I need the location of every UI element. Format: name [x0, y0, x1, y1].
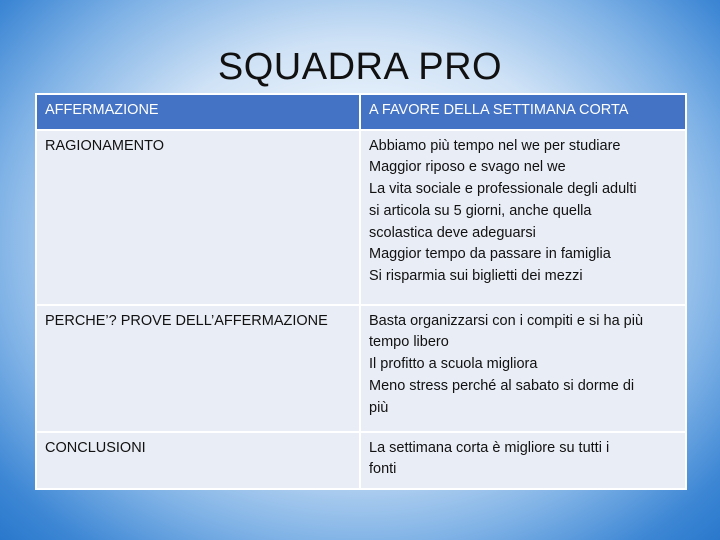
row-content-ragionamento — [360, 130, 686, 305]
content-line: scolastica deve adeguarsi — [369, 224, 536, 241]
content-line: Si risparmia sui biglietti dei mezzi — [369, 267, 583, 284]
table-header-row — [36, 94, 686, 130]
table-row-perche — [36, 305, 686, 432]
content-line: La settimana corta è migliore su tutti i — [369, 439, 610, 456]
content-line: tempo libero — [369, 334, 449, 351]
table-row-ragionamento — [36, 130, 686, 305]
content-line: Il profitto a scuola migliora — [369, 356, 538, 373]
content-line: Abbiamo più tempo nel we per studiare — [369, 137, 621, 154]
row-label-perche: PERCHE’? PROVE DELL’AFFERMAZIONE — [36, 305, 360, 432]
slide-title: SQUADRA PRO — [217, 46, 503, 88]
header-cell-a-favore: A FAVORE DELLA SETTIMANA CORTA — [360, 94, 686, 130]
content-line: si articola su 5 giorni, anche quella — [369, 202, 592, 219]
content-line: Maggior riposo e svago nel we — [369, 159, 566, 176]
content-line: La vita sociale e professionale degli adulti — [369, 181, 637, 198]
content-line: Meno stress perché al sabato si dorme di — [369, 377, 635, 394]
header-cell-affermazione: AFFERMAZIONE — [36, 94, 360, 130]
content-line: Basta organizzarsi con i compiti e si ha più — [369, 312, 644, 329]
content-line: fonti — [369, 461, 397, 478]
row-label-conclusioni: CONCLUSIONI — [36, 432, 360, 489]
content-line: Maggior tempo da passare in famiglia — [369, 246, 611, 263]
content-line: più — [369, 399, 389, 416]
argument-table — [35, 93, 685, 490]
row-content-conclusioni — [360, 432, 686, 489]
table-row-conclusioni — [36, 432, 686, 489]
row-label-ragionamento: RAGIONAMENTO — [36, 130, 360, 305]
row-content-perche — [360, 305, 686, 432]
